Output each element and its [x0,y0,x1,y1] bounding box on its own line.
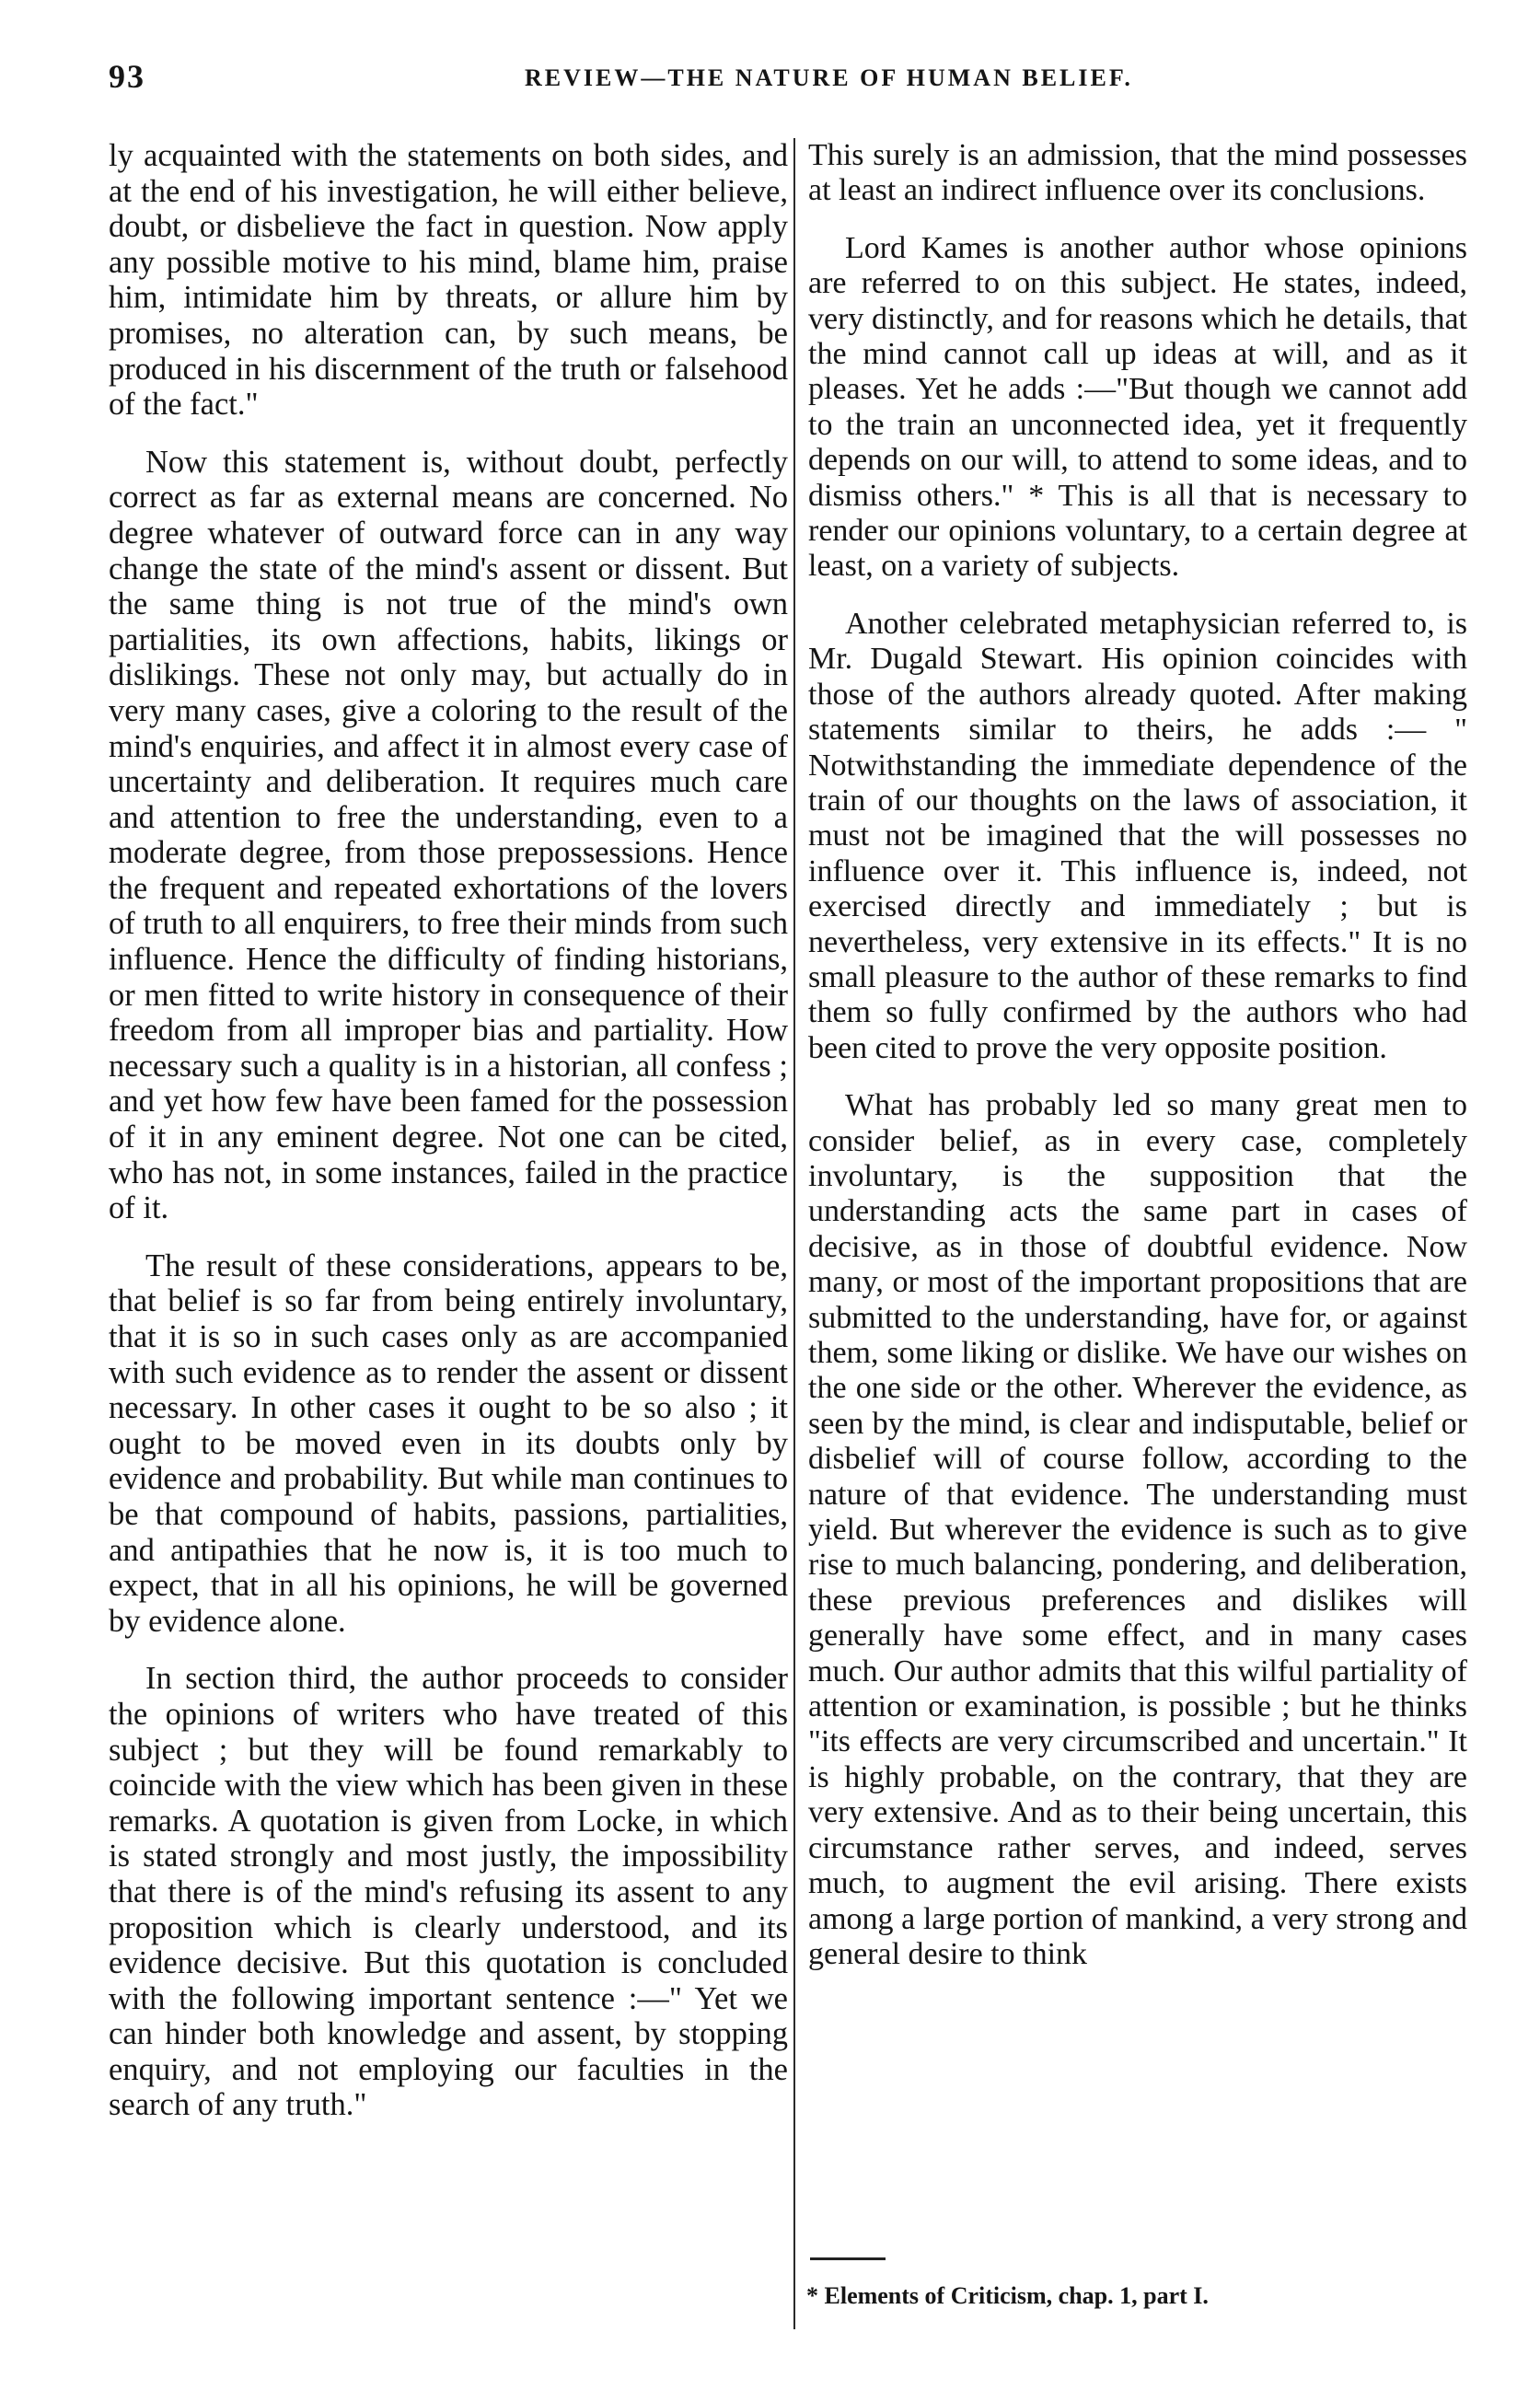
footnote: * Elements of Criticism, chap. 1, part I. [806,2282,1209,2309]
page-header [0,57,1540,112]
paragraph: ly acquainted with the statements on both sides, and at the end of his investigation, he will either believe, doubt, or disbelieve the fact in question. Now apply any possible motive to his mind, blame him, praise him, intimidate him by threats, or allure him by promises, no alteration can, by such means, be produced in his discernment of the truth or falsehood of the fact." [109,138,788,423]
running-head: REVIEW—THE NATURE OF HUMAN BELIEF. [525,64,1133,91]
column-divider [793,138,795,2329]
paragraph: The result of these considerations, appears to be, that belief is so far from being entirely involuntary, that it is so in such cases only as are accompanied with such evidence as to render the assent or dissent necessary. In other cases it ought to be so also ; it ought to be moved even in its doubts only by evidence and probability. But while man continues to be that compound of habits, passions, partialities, and antipathies that he now is, it is too much to expect, that in all his opinions, he will be governed by evidence alone. [109,1247,788,1639]
right-column [808,138,1467,1994]
paragraph: In section third, the author proceeds to consider the opinions of writers who have treated of this subject ; but they will be found remarkably to coincide with the view which has been given in these remarks. A quotation is given from Locke, in which is stated strongly and most justly, the impossibility that there is of the mind's refusing its assent to any proposition which is clearly understood, and its evidence decisive. But this quotation is concluded with the following important sentence :—" Yet we can hinder both knowledge and assent, by stopping enquiry, and not employing our faculties in the search of any truth." [109,1661,788,2123]
paragraph: Lord Kames is another author whose opinions are referred to on this subject. He states, indeed, very distinctly, and for reasons which he details, that the mind cannot call up ideas at will, and as it pleases. Yet he adds :—"But though we cannot add to the train an unconnected idea, yet it frequently depends on our will, to attend to some ideas, and to dismiss others." * This is all that is necessary to render our opinions voluntary, to a certain degree at least, on a variety of subjects. [808,230,1467,584]
page-number: 93 [109,58,145,95]
left-column [109,138,788,2145]
footnote-rule [810,2257,886,2260]
paragraph: What has probably led so many great men to consider belief, as in every case, completely involuntary, is the supposition that the understanding acts the same part in cases of decisive, as in those of doubtful evidence. Now many, or most of the important propositions that are submitted to the understanding, have for, or against them, some liking or dislike. We have our wishes on the one side or the other. Wherever the evidence, as seen by the mind, is clear and indisputable, belief or disbelief will of course follow, according to the nature of that evidence. The understanding must yield. But wherever the evidence is such as to give rise to much balancing, pondering, and deliberation, these previous preferences and dislikes will generally have some effect, and in many cases much. Our author admits that this wilful partiality of attention or examination, is possible ; but he thinks "its effects are very circumscribed and uncertain." It is highly probable, on the contrary, that they are very extensive. And as to their being uncertain, this circumstance rather serves, and indeed, serves much, to augment the evil arising. There exists among a large portion of mankind, a very strong and general desire to think [808,1088,1467,1971]
paragraph: This surely is an admission, that the mind possesses at least an indirect influence over its conclusions. [808,138,1467,208]
paragraph: Now this statement is, without doubt, perfectly correct as far as external means are concerned. No degree whatever of outward force can in any way change the state of the mind's assent or dissent. But the same thing is not true of the mind's own partialities, its own affections, habits, likings or dislikings. These not only may, but actually do in very many cases, give a coloring to the result of the mind's enquiries, and affect it in almost every case of uncertainty and deliberation. It requires much care and attention to free the understanding, even to a moderate degree, from those prepossessions. Hence the frequent and repeated exhortations of the lovers of truth to all enquirers, to free their minds from such influence. Hence the difficulty of finding historians, or men fitted to write history in consequence of their freedom from all improper bias and partiality. How necessary such a quality is in a historian, all confess ; and yet how few have been famed for the possession of it in any eminent degree. Not one can be cited, who has not, in some instances, failed in the practice of it. [109,444,788,1226]
paragraph: Another celebrated metaphysician referred to, is Mr. Dugald Stewart. His opinion coincides with those of the authors already quoted. After making statements similar to theirs, he adds :— " Notwithstanding the immediate dependence of the train of our thoughts on the laws of association, it must not be imagined that the will possesses no influence over it. This influence is, indeed, not exercised directly and immediately ; but is nevertheless, very extensive in its effects." It is no small pleasure to the author of these remarks to find them so fully confirmed by the authors who had been cited to prove the very opposite position. [808,606,1467,1065]
